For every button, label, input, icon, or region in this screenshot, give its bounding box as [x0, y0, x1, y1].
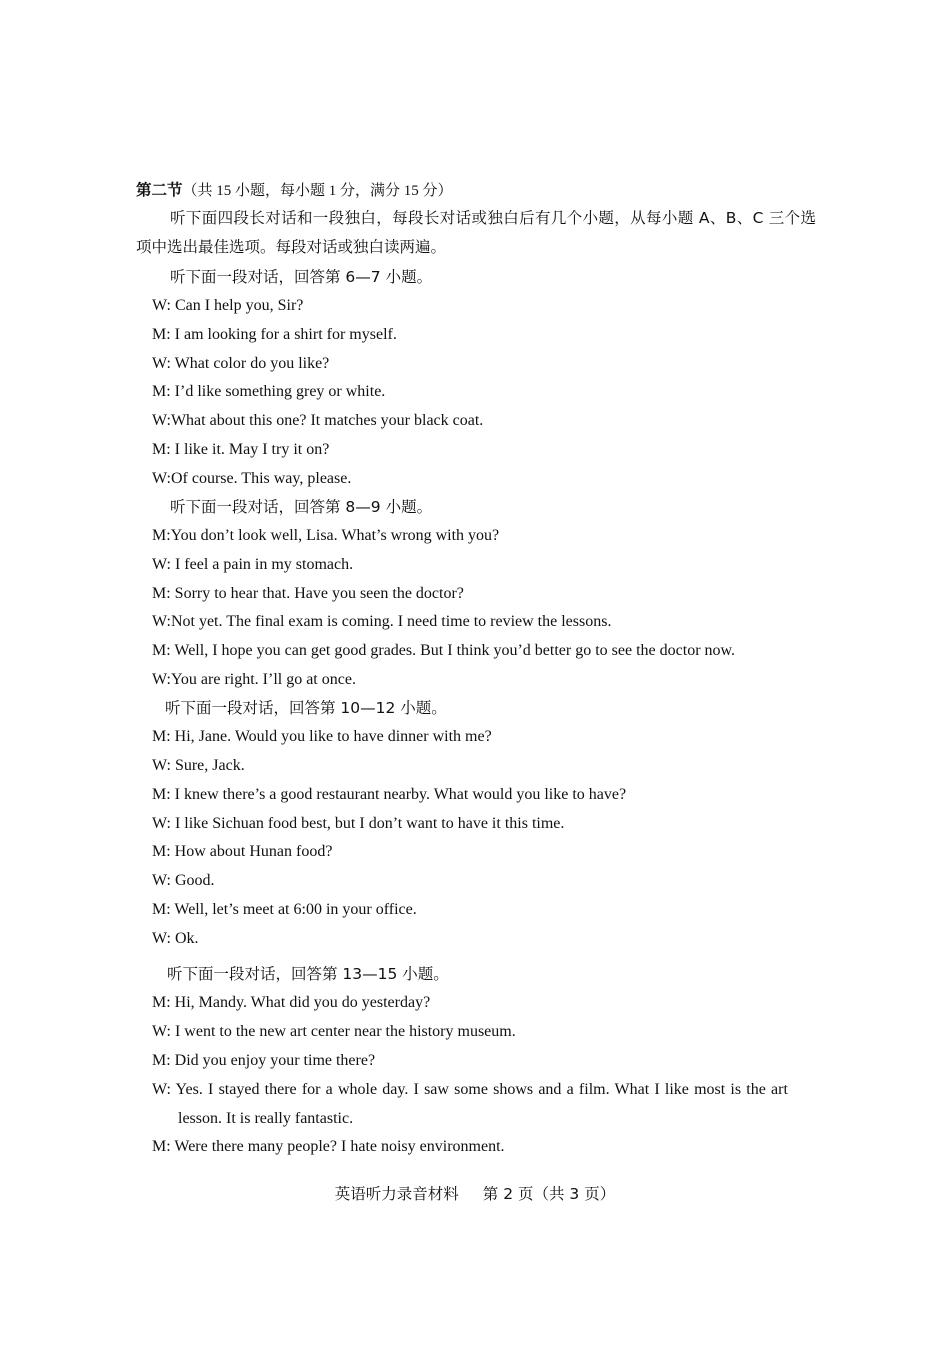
dialogue-line: W: Sure, Jack.: [152, 757, 245, 774]
dialogue-line: W: Good.: [152, 872, 215, 889]
dialogue-line: W:Not yet. The final exam is coming. I need time to review the lessons.: [152, 613, 612, 630]
section-title: 第二节: [136, 181, 183, 199]
dialogue-line: M: Hi, Mandy. What did you do yesterday?: [152, 994, 431, 1011]
dialogue-line: W: Ok.: [152, 930, 199, 947]
dialogue-1-heading: 听下面一段对话，回答第 6—7 小题。: [170, 268, 433, 286]
dialogue-line: W: I like Sichuan food best, but I don’t want to have it this time.: [152, 815, 565, 832]
dialogue-line: W: I feel a pain in my stomach.: [152, 556, 354, 573]
dialogue-3-heading: 听下面一段对话，回答第 10—12 小题。: [165, 699, 447, 717]
dialogue-line: W:You are right. I’ll go at once.: [152, 671, 356, 688]
dialogue-line: M: I knew there’s a good restaurant nearby. What would you like to have?: [152, 786, 627, 803]
dialogue-line: M: I’d like something grey or white.: [152, 383, 386, 400]
dialogue-line: W: I went to the new art center near the history museum.: [152, 1023, 516, 1040]
footer-page-number: 第 2 页（共 3 页）: [482, 1185, 616, 1203]
section-intro: 听下面四段长对话和一段独白，每段长对话或独白后有几个小题，从每小题 A、B、C 三个选项中选出最佳选项。每段对话或独白读两遍。: [136, 209, 816, 256]
dialogue-line: W: Yes. I stayed there for a whole day. I saw some shows and a film. What I like most is the art: [152, 1081, 788, 1098]
dialogue-line: W: Can I help you, Sir?: [152, 297, 304, 314]
dialogue-line: M: Well, let’s meet at 6:00 in your office.: [152, 901, 417, 918]
dialogue-line: W:Of course. This way, please.: [152, 470, 352, 487]
section-header: [136, 180, 453, 201]
dialogue-line: M:You don’t look well, Lisa. What’s wrong with you?: [152, 527, 500, 544]
dialogue-line: M: Hi, Jane. Would you like to have dinner with me?: [152, 728, 492, 745]
dialogue-line: M: Did you enjoy your time there?: [152, 1052, 376, 1069]
footer-title: 英语听力录音材料: [334, 1185, 459, 1203]
dialogue-line: W:What about this one? It matches your black coat.: [152, 412, 484, 429]
dialogue-line: M: I am looking for a shirt for myself.: [152, 326, 397, 343]
dialogue-line: M: Sorry to hear that. Have you seen the doctor?: [152, 585, 464, 602]
dialogue-4-heading: 听下面一段对话，回答第 13—15 小题。: [167, 965, 449, 983]
dialogue-2-heading: 听下面一段对话，回答第 8—9 小题。: [170, 498, 433, 516]
section-note: （共 15 小题，每小题 1 分，满分 15 分）: [182, 183, 453, 199]
dialogue-line-continued: lesson. It is really fantastic.: [178, 1110, 354, 1127]
dialogue-line: W: What color do you like?: [152, 355, 330, 372]
dialogue-line: M: Were there many people? I hate noisy environment.: [152, 1138, 505, 1155]
dialogue-line: M: Well, I hope you can get good grades. But I think you’d better go to see the doctor now.: [152, 642, 736, 659]
dialogue-line: M: I like it. May I try it on?: [152, 441, 330, 458]
page-footer: [0, 1184, 950, 1205]
dialogue-line: M: How about Hunan food?: [152, 843, 333, 860]
